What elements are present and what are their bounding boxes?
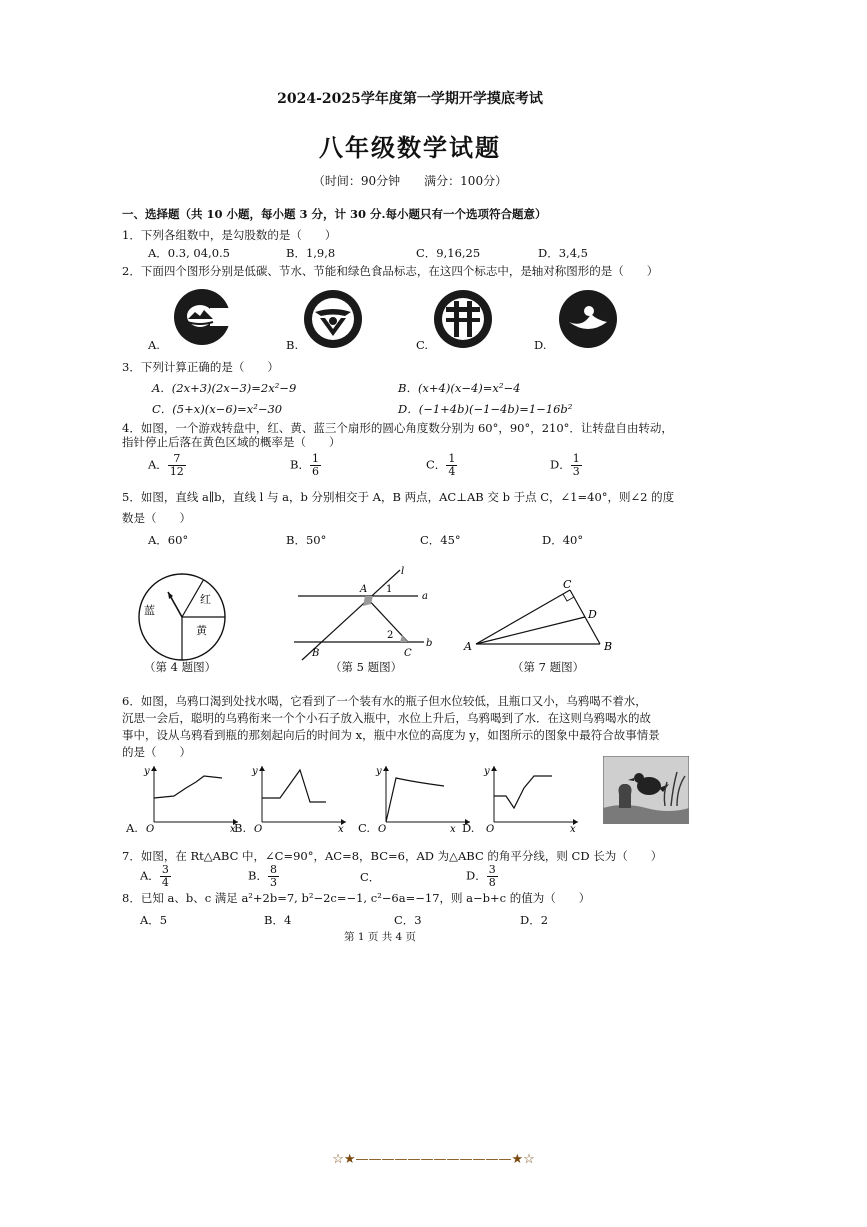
q2-label-b: B. (286, 338, 299, 352)
exam-meta: （时间：90分钟 满分：100分） (312, 174, 508, 188)
fig5-label-1: 1 (386, 584, 393, 595)
energy-saving-logo (432, 288, 494, 354)
q7-option-c: C． (360, 870, 381, 884)
q6-stem-line2: 沉思一会后，聪明的乌鸦衔来一个个小石子放入瓶中，水位上升后，乌鸦喝到了水．在这则乌鸦喝水的故 (122, 711, 651, 725)
q5-stem-line1: 5．如图，直线 a∥b，直线 l 与 a，b 分别相交于 A，B 两点，AC⊥AB 交 b 于点 C，∠1=40°，则∠2 的度 (122, 490, 675, 504)
q5-option-c: C．45° (420, 533, 461, 547)
exam-title: 2024-2025学年度第一学期开学摸底考试 (277, 91, 543, 107)
q8-option-b: B．4 (264, 913, 292, 927)
q4-stem-line1: 4．如图，一个游戏转盘中，红、黄、蓝三个扇形的圆心角度数分别为 60°，90°，210°．让转盘自由转动， (122, 421, 673, 435)
page-number: 第 1 页 共 4 页 (344, 931, 417, 943)
fig7-label-B: B (604, 640, 613, 653)
fig7-triangle (462, 580, 622, 658)
q8-stem: 8．已知 a、b、c 满足 a²+2b=7, b²−2c=−1, c²−6a=−17，则 a−b+c 的值为（ ） (122, 891, 591, 905)
fig5-label-a: a (422, 591, 428, 602)
low-carbon-logo (170, 286, 234, 352)
q3-option-d: D．(−1+4b)(−1−4b)=1−16b² (398, 402, 573, 416)
svg-text:x: x (570, 824, 576, 834)
fig5-label-C: C (404, 648, 412, 659)
fig5-parallel-lines (290, 566, 440, 666)
q7-stem: 7．如图，在 Rt△ABC 中，∠C=90°，AC=8，BC=6，AD 为△ABC 的角平分线，则 CD 长为（ ） (122, 849, 663, 863)
q6-label-d: D. (462, 821, 475, 835)
crow-illustration (603, 756, 689, 828)
q3-option-c: C．(5+x)(x−6)=x²−30 (152, 402, 283, 416)
q4-option-d: D． $\frac{1}{3}$ (550, 452, 580, 478)
fig5-label-B: B (312, 648, 320, 659)
q7-option-d: D． $\frac{3}{8}$ (466, 863, 496, 889)
q1-option-a: A．0.3, 04,0.5 (148, 246, 230, 260)
q6-stem-line1: 6．如图，乌鸦口渴到处找水喝，它看到了一个装有水的瓶子但水位较低，且瓶口又小，乌鸦喝不着水， (122, 694, 647, 708)
green-food-logo (557, 288, 619, 354)
q6-stem-line3: 事中，设从乌鸦看到瓶的那刻起向后的时间为 x，瓶中水位的高度为 y，如图所示的图象中最符合故事情景 (122, 728, 660, 742)
svg-text:y: y (144, 766, 150, 777)
fig7-label-D: D (588, 608, 597, 621)
fig5-label-b: b (426, 638, 433, 649)
q6-label-c: C. (358, 821, 371, 835)
q6-label-a: A. (126, 821, 138, 835)
q4-option-b: B． $\frac{1}{6}$ (290, 452, 319, 478)
q2-label-a: A. (148, 338, 160, 352)
q1-stem: 1．下列各组数中，是勾股数的是（ ） (122, 228, 337, 242)
fig4-caption: （第 4 题图） (144, 660, 217, 674)
fig4-label-red: 红 (200, 593, 211, 606)
svg-text:y: y (484, 766, 490, 777)
fig7-caption: （第 7 题图） (512, 660, 585, 674)
svg-text:x: x (338, 824, 344, 834)
q6-graph-b (250, 762, 350, 838)
water-saving-logo (302, 288, 364, 354)
fig7-label-A: A (464, 640, 472, 653)
q2-stem: 2．下面四个图形分别是低碳、节水、节能和绿色食品标志，在这四个标志中，是轴对称图形的是（ ） (122, 264, 659, 278)
fig5-label-A: A (360, 584, 368, 595)
svg-text:x: x (450, 824, 456, 834)
q4-option-c: C． $\frac{1}{4}$ (426, 452, 456, 478)
svg-text:O: O (486, 824, 495, 834)
svg-text:y: y (376, 766, 382, 777)
svg-text:x: x (230, 824, 236, 834)
fig4-label-yellow: 黄 (196, 624, 207, 637)
svg-text:O: O (146, 824, 155, 834)
fig7-label-C: C (563, 580, 572, 591)
fig5-label-l: l (401, 566, 405, 577)
q5-option-b: B．50° (286, 533, 327, 547)
q6-stem-line4: 的是（ ） (122, 745, 191, 759)
q1-option-b: B．1,9,8 (286, 246, 336, 260)
q6-label-b: B. (234, 821, 247, 835)
fig5-caption: （第 5 题图） (330, 660, 403, 674)
q6-graph-d (482, 762, 582, 838)
svg-text:y: y (252, 766, 258, 777)
fig4-spinner (132, 570, 232, 670)
q7-option-a: A． $\frac{3}{4}$ (140, 863, 169, 889)
q1-option-d: D．3,4,5 (538, 246, 588, 260)
q8-option-a: A．5 (140, 913, 168, 927)
fig5-label-2: 2 (387, 630, 394, 641)
svg-text:O: O (378, 824, 387, 834)
footer-decoration: ☆★————————————★☆ (332, 1152, 535, 1167)
q3-option-a: A．(2x+3)(2x−3)=2x²−9 (152, 381, 297, 395)
q3-option-b: B．(x+4)(x−4)=x²−4 (398, 381, 521, 395)
q5-option-d: D．40° (542, 533, 584, 547)
q8-option-c: C．3 (394, 913, 422, 927)
q4-option-a: A． $\frac{7}{12}$ (148, 452, 184, 478)
q5-stem-line2: 数是（ ） (122, 511, 191, 525)
fig4-label-blue: 蓝 (144, 604, 155, 617)
q6-graph-c (374, 762, 474, 838)
q8-option-d: D．2 (520, 913, 549, 927)
q2-label-c: C. (416, 338, 429, 352)
q4-stem-line2: 指针停止后落在黄色区域的概率是（ ） (122, 435, 341, 449)
q6-graph-a (142, 762, 242, 838)
q3-stem: 3．下列计算正确的是（ ） (122, 360, 279, 374)
q2-label-d: D. (534, 338, 547, 352)
subject-title: 八年级数学试题 (319, 133, 501, 162)
q5-option-a: A．60° (148, 533, 189, 547)
svg-text:O: O (254, 824, 263, 834)
section-heading: 一、选择题（共 10 小题，每小题 3 分，计 30 分.每小题只有一个选项符合题意） (122, 207, 547, 221)
q7-option-b: B． $\frac{8}{3}$ (248, 863, 277, 889)
q1-option-c: C．9,16,25 (416, 246, 481, 260)
